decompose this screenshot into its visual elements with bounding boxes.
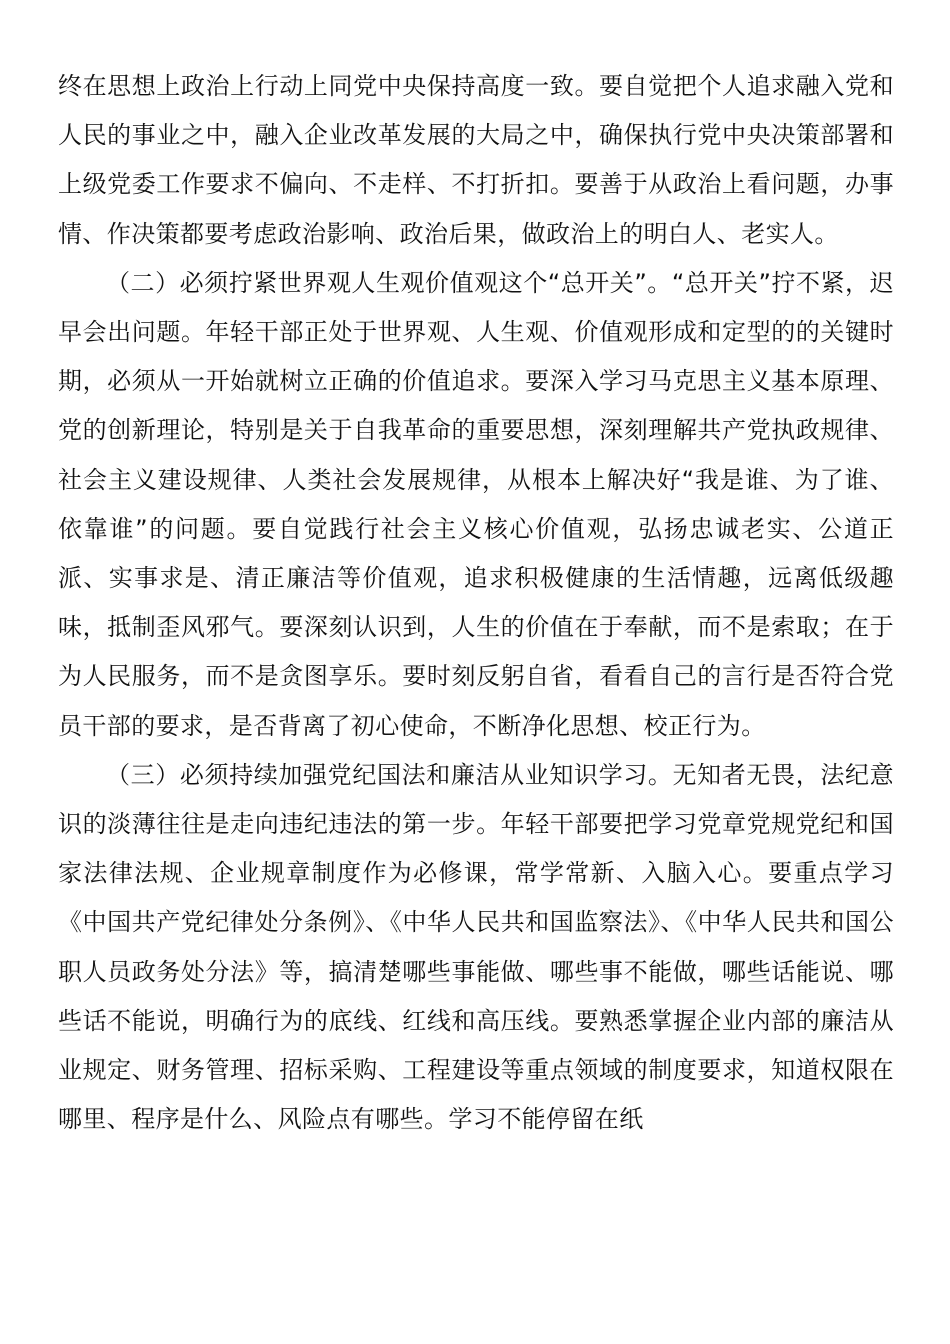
paragraph-section-two: （二）必须拧紧世界观人生观价值观这个“总开关”。“总开关”拧不紧，迟早会出问题。年轻干部正处于世界观、人生观、价值观形成和定型的的关键时期，必须从一开始就树立正确的价值追求。要深入学习马克思主义基本原理、党的创新理论，特别是关于自我革命的重要思想，深刻理解共产党执政规律、社会主义建设规律、人类社会发展规律，从根本上解决好“我是谁、为了谁、依靠谁”的问题。要自觉践行社会主义核心价值观，弘扬忠诚老实、公道正派、实事求是、清正廉洁等价值观，追求积极健康的生活情趣，远离低级趣味，抵制歪风邪气。要深刻认识到，人生的价值在于奉献，而不是索取；在于为人民服务，而不是贪图享乐。要时刻反躬自省，看看自己的言行是否符合党员干部的要求，是否背离了初心使命，不断净化思想、校正行为。 bbox=[58, 268, 894, 740]
paragraph-section-three: （三）必须持续加强党纪国法和廉洁从业知识学习。无知者无畏，法纪意识的淡薄往往是走向违纪违法的第一步。年轻干部要把学习党章党规党纪和国家法律法规、企业规章制度作为必修课，常学常新、入脑入心。要重点学习《中国共产党纪律处分条例》、《中华人民共和国监察法》、《中华人民共和国公职人员政务处分法》等，搞清楚哪些事能做、哪些事不能做，哪些话能说、哪些话不能说，明确行为的底线、红线和高压线。要熟悉掌握企业内部的廉洁从业规定、财务管理、招标采购、工程建设等重点领域的制度要求，知道权限在哪里、程序是什么、风险点有哪些。学习不能停留在纸 bbox=[58, 760, 894, 1134]
document-body bbox=[58, 62, 894, 1144]
paragraph-continuation: 终在思想上政治上行动上同党中央保持高度一致。要自觉把个人追求融入党和人民的事业之中，融入企业改革发展的大局之中，确保执行党中央决策部署和上级党委工作要求不偏向、不走样、不打折扣。要善于从政治上看问题，办事情、作决策都要考虑政治影响、政治后果，做政治上的明白人、老实人。 bbox=[58, 72, 894, 248]
